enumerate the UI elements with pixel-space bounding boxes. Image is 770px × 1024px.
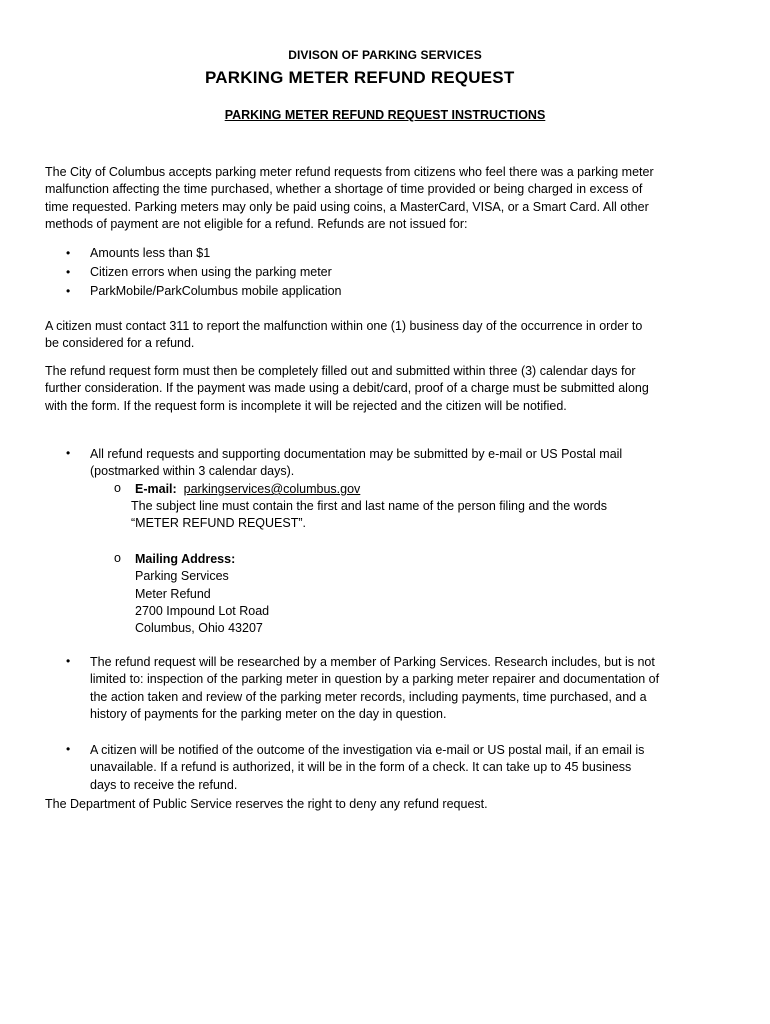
- list-item: Citizen errors when using the parking meter: [90, 265, 332, 279]
- bullet-glyph: •: [66, 284, 71, 298]
- bullet3-line-3: days to receive the refund.: [90, 777, 238, 792]
- bullet-glyph: •: [66, 246, 71, 260]
- bullet1-line-2: (postmarked within 3 calendar days).: [90, 464, 295, 479]
- subject-line-2: “METER REFUND REQUEST”.: [131, 516, 306, 530]
- subject-line-1: The subject line must contain the first and last name of the person filing and the words: [131, 499, 607, 513]
- bullet3-line-2: unavailable. If a refund is authorized, it will be in the form of a check. It can take up to 45 business: [90, 760, 632, 775]
- bullet2-line-2: limited to: inspection of the parking meter in question by a parking meter repairer and documentation of: [90, 672, 660, 687]
- list-item: ParkMobile/ParkColumbus mobile application: [90, 284, 342, 298]
- bullet2-line-4: history of payments for the parking meter on the day in question.: [90, 706, 447, 721]
- email-link[interactable]: parkingservices@columbus.gov: [183, 482, 361, 496]
- notification-item: [90, 742, 730, 794]
- submission-line-3: with the form. If the request form is incomplete it will be rejected and the citizen will be notified.: [45, 398, 567, 413]
- disclaimer-text: The Department of Public Service reserves the right to deny any refund request.: [45, 797, 488, 811]
- bullet3-line-1: A citizen will be notified of the outcome of the investigation via e-mail or US postal mail, if an email is: [90, 743, 645, 757]
- email-label: E-mail:: [135, 482, 177, 496]
- contact-line-2: be considered for a refund.: [45, 336, 195, 351]
- submission-methods-item: [90, 446, 730, 481]
- division-header: DIVISON OF PARKING SERVICES: [288, 48, 482, 62]
- bullet-glyph: •: [66, 654, 71, 668]
- sub-bullet-glyph: o: [114, 551, 121, 565]
- intro-line-2: malfunction affecting the time purchased, whether a shortage of time provided or being charged in excess of: [45, 182, 643, 197]
- bullet2-line-3: the action taken and review of the parking meter records, including payments, time purchased, and a: [90, 689, 647, 704]
- page-title: PARKING METER REFUND REQUEST: [205, 68, 515, 87]
- bullet-glyph: •: [66, 742, 71, 756]
- address-line: 2700 Impound Lot Road: [135, 603, 270, 618]
- list-item: Amounts less than $1: [90, 246, 211, 260]
- submission-line-1: The refund request form must then be completely filled out and submitted within three (3) calendar days for: [45, 364, 636, 378]
- bullet-glyph: •: [66, 265, 71, 279]
- email-line: [135, 481, 360, 498]
- contact-line-1: A citizen must contact 311 to report the malfunction within one (1) business day of the occurrence in order to: [45, 319, 643, 333]
- instructions-heading: PARKING METER REFUND REQUEST INSTRUCTIONS: [224, 108, 546, 122]
- contact-paragraph: [45, 318, 730, 353]
- submission-line-2: further consideration. If the payment was made using a debit/card, proof of a charge must be submitted along: [45, 381, 649, 396]
- intro-paragraph: [45, 164, 730, 233]
- intro-line-4: methods of payment are not eligible for a refund. Refunds are not issued for:: [45, 216, 468, 231]
- mailing-address-block: [135, 551, 269, 637]
- research-item: [90, 654, 730, 723]
- mailing-label: Mailing Address:: [135, 552, 236, 566]
- bullet2-line-1: The refund request will be researched by a member of Parking Services. Research includes, but is not: [90, 655, 655, 669]
- sub-bullet-glyph: o: [114, 481, 121, 495]
- intro-line-3: time requested. Parking meters may only be paid using coins, a MasterCard, VISA, or a Smart Card. All other: [45, 199, 649, 214]
- bullet-glyph: •: [66, 446, 71, 460]
- bullet1-line-1: All refund requests and supporting documentation may be submitted by e-mail or US Postal mail: [90, 447, 623, 461]
- address-line: Meter Refund: [135, 586, 211, 601]
- address-line: Parking Services: [135, 569, 229, 584]
- address-line: Columbus, Ohio 43207: [135, 621, 263, 636]
- submission-paragraph: [45, 363, 730, 415]
- intro-line-1: The City of Columbus accepts parking meter refund requests from citizens who feel there was a parking meter: [45, 165, 654, 179]
